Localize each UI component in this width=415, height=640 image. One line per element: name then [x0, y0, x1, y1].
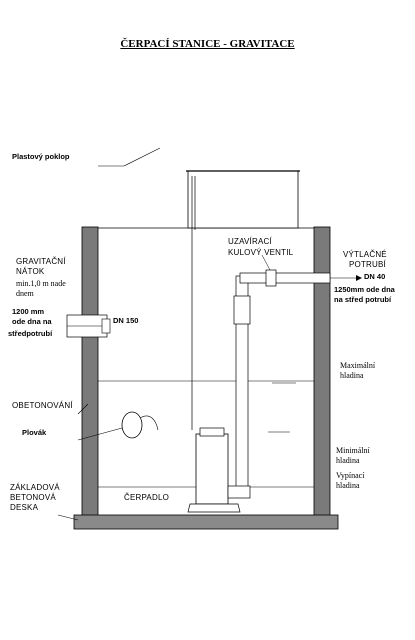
float-ball [122, 412, 142, 438]
base-label-3: DESKA [10, 503, 39, 512]
pump-base [188, 504, 240, 512]
lid-riser [188, 171, 298, 228]
discharge-arrow [356, 275, 362, 281]
pump-elbow [228, 486, 250, 498]
right-wall [314, 227, 330, 517]
page-title: ČERPACÍ STANICE - GRAVITACE [120, 38, 295, 50]
inlet-height-label-1: 1200 mm [12, 307, 45, 316]
pump-cap [200, 428, 224, 436]
min-level-label-2: hladina [336, 456, 360, 465]
discharge-dn-label: DN 40 [364, 272, 386, 281]
ball-valve [266, 270, 276, 286]
base-label-2: BETONOVÁ [10, 493, 56, 502]
ball-valve-leader [262, 255, 270, 270]
base-label-1: ZÁKLADOVÁ [10, 483, 60, 492]
inlet-height-label-2: ode dna na [12, 317, 52, 326]
concreting-label: OBETONOVÁNÍ [12, 401, 73, 410]
ball-valve-label-1: UZAVÍRACÍ [228, 237, 272, 246]
max-level-label-2: hladina [340, 371, 364, 380]
ball-valve-label-2: KULOVÝ VENTIL [228, 248, 294, 257]
gravity-inlet-label-2: NÁTOK [16, 267, 45, 276]
lid-leader-2 [124, 148, 160, 166]
gravity-inlet-label-4: dnem [16, 289, 34, 298]
discharge-pipe-joint [234, 296, 250, 324]
discharge-pipe-horizontal [240, 273, 330, 283]
max-level-label-1: Maximální [340, 361, 376, 370]
lid-label: Plastový poklop [12, 152, 70, 161]
float-label: Plovák [22, 428, 47, 437]
gravity-inlet-label-1: GRAVITAČNÍ [16, 257, 66, 266]
base-slab [74, 515, 338, 529]
discharge-label-2: POTRUBÍ [349, 260, 386, 269]
gravity-inlet-label-3: min.1,0 m nade [16, 279, 66, 288]
off-level-label-1: Vypínací [336, 471, 365, 480]
pump-label: ČERPADLO [124, 493, 170, 502]
off-level-label-2: hladina [336, 481, 360, 490]
inlet-height-label-3: středpotrubí [8, 329, 53, 338]
discharge-height-label-2: na střed potrubí [334, 295, 392, 304]
discharge-label-1: VÝTLAČNÉ [343, 250, 387, 259]
inlet-dn-label: DN 150 [113, 316, 139, 325]
left-wall [82, 227, 98, 517]
float-cable [140, 416, 158, 430]
inlet-pipe-end [102, 319, 110, 333]
min-level-label-1: Minimální [336, 446, 370, 455]
pump-body [196, 434, 228, 504]
discharge-height-label-1: 1250mm ode dna [334, 285, 395, 294]
